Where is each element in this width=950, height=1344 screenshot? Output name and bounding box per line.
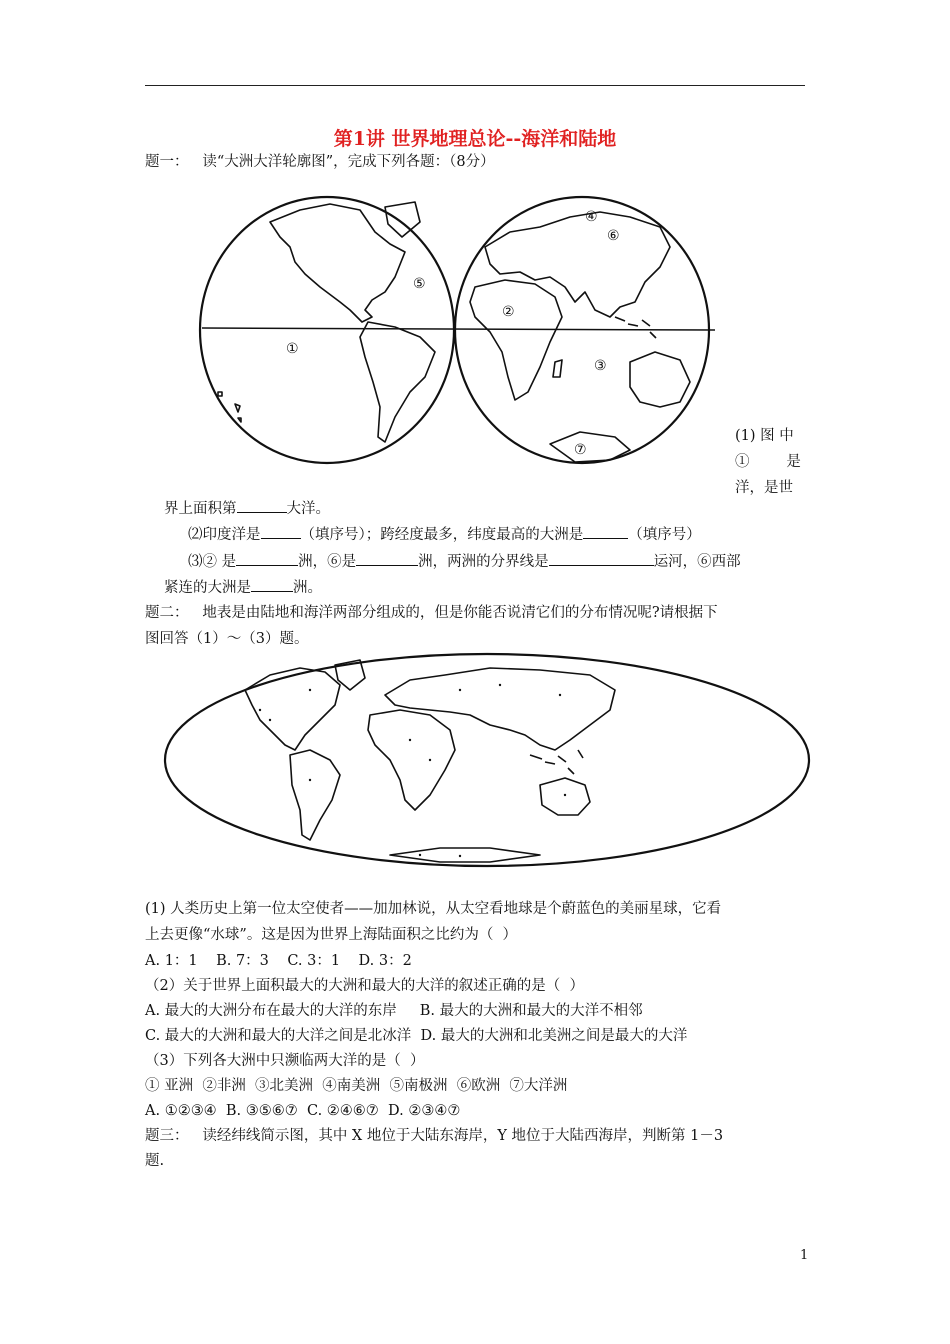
q2-s2-options-cd: C. 最大的大洲和最大的大洋之间是北冰洋 D. 最大的大洲和北美洲之间是最大的大洋 — [145, 1028, 688, 1044]
map-label-2: ② — [502, 304, 515, 320]
map-label-1: ① — [286, 341, 299, 357]
q2-s3-options: A. ①②③④ B. ③⑤⑥⑦ C. ②④⑥⑦ D. ②③④⑦ — [145, 1103, 461, 1119]
australia-shape — [630, 352, 690, 407]
hemispheres-map — [190, 192, 720, 467]
north-america-shape — [245, 668, 340, 750]
islands-indonesia — [615, 317, 656, 338]
africa-shape — [368, 710, 455, 810]
q2-s3-question: （3）下列各大洲中只濒临两大洋的是（ ） — [145, 1053, 425, 1069]
greenland-shape — [385, 202, 420, 237]
islands-pacific — [218, 392, 241, 422]
europe-asia-shape — [385, 668, 615, 750]
q3-header-a: 题三： 读经纬线简示图，其中 X 地位于大陆东海岸，Y 地位于大陆西海岸，判断第 1－3 — [145, 1128, 724, 1144]
q1-p1-b: ① 是 — [735, 454, 801, 470]
map-label-6: ⑥ — [607, 228, 620, 244]
q2-s3-list: ① 亚洲 ②非洲 ③北美洲 ④南美洲 ⑤南极洲 ⑥欧洲 ⑦大洋洲 — [145, 1078, 568, 1094]
page-title: 第1讲 世界地理总论--海洋和陆地 — [333, 128, 617, 150]
antarctica-shape — [390, 848, 540, 862]
answer-blank[interactable] — [237, 498, 287, 513]
q2-s1-b: 上去更像“水球”。这是因为世界上海陆面积之比约为（ ） — [145, 927, 518, 943]
q3-header-b: 题. — [145, 1153, 165, 1169]
q2-header-a: 题二： 地表是由陆地和海洋两部分组成的，但是你能否说清它们的分布情况呢?请根据下 — [145, 605, 718, 621]
answer-blank[interactable] — [236, 551, 298, 566]
q1-p2: ⑵印度洋是 （填序号）；跨经度最多，纬度最高的大洲是 （填序号） — [188, 524, 701, 545]
answer-blank[interactable] — [261, 524, 301, 539]
map-label-4: ④ — [585, 209, 598, 225]
q2-header-b: 图回答（1）～（3）题。 — [145, 631, 309, 647]
australia-shape — [540, 778, 590, 815]
map-label-7: ⑦ — [574, 442, 587, 458]
q2-s1-options: A. 1：1 B. 7：3 C. 3：1 D. 3：2 — [145, 953, 412, 969]
eurasia-shape — [485, 212, 670, 317]
q2-s2-question: （2）关于世界上面积最大的大洲和最大的大洋的叙述正确的是（ ） — [145, 978, 584, 994]
page-number: 1 — [800, 1248, 809, 1263]
q2-s1-a: (1) 人类历史上第一位太空使者——加加林说，从太空看地球是个蔚蓝色的美丽星球，它看 — [145, 901, 722, 917]
q1-p3: ⑶② 是 洲，⑥是 洲，两洲的分界线是 运河，⑥西部 — [188, 551, 741, 572]
map-label-5: ⑤ — [413, 276, 426, 292]
map-label-3: ③ — [594, 358, 607, 374]
answer-blank[interactable] — [251, 577, 293, 592]
q1-p1-d: 界上面积第 大洋。 — [164, 498, 330, 519]
q1-header: 题一： 读“大洲大洋轮廓图”，完成下列各题：（8分） — [145, 154, 495, 170]
indonesia-islands — [530, 750, 583, 774]
q1-p3-e: 紧连的大洲是 洲。 — [164, 577, 322, 598]
south-america-shape — [360, 322, 435, 442]
q1-p1-a: (1) 图 中 — [735, 428, 794, 444]
western-hemisphere-outline — [200, 197, 454, 463]
answer-blank[interactable] — [356, 551, 418, 566]
world-map — [160, 650, 815, 875]
top-rule — [145, 85, 805, 86]
world-map-outline — [165, 654, 809, 866]
q1-p1-c: 洋，是世 — [735, 480, 793, 496]
equator-line — [202, 328, 715, 330]
south-america-shape — [290, 750, 340, 840]
africa-shape — [470, 280, 562, 400]
north-america-shape — [270, 204, 405, 322]
answer-blank[interactable] — [549, 551, 654, 566]
answer-blank[interactable] — [583, 524, 628, 539]
madagascar-shape — [553, 360, 562, 377]
q2-s2-options-ab: A. 最大的大洲分布在最大的大洋的东岸 B. 最大的大洲和最大的大洋不相邻 — [145, 1003, 643, 1019]
